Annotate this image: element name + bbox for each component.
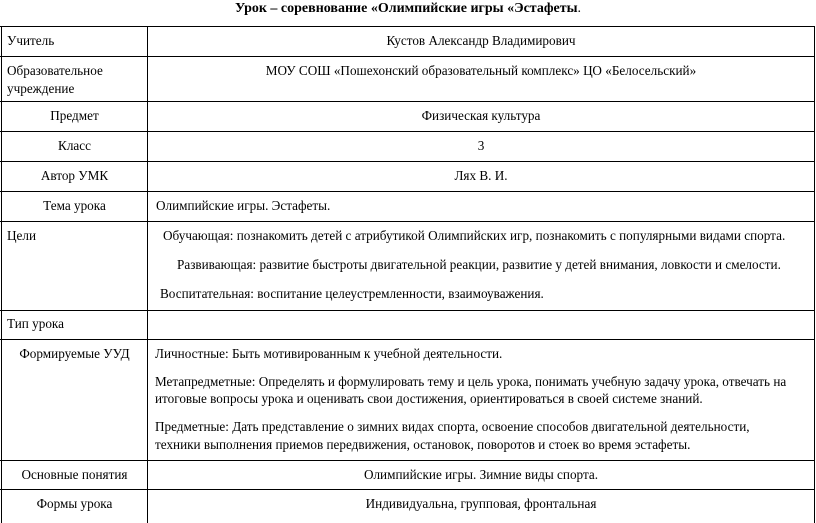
institution-label-line1: Образовательное <box>7 63 103 78</box>
row-divider <box>0 56 814 57</box>
col-divider <box>1 26 2 523</box>
row-divider <box>0 101 814 102</box>
topic-label: Тема урока <box>43 198 106 213</box>
uud-meta-line1: Метапредметные: Определять и формулировать тему и цель урока, понимать учебную задачу урока, отвечать на <box>155 374 787 389</box>
institution-value: МОУ СОШ «Пошехонский образовательный комплекс» ЦО «Белосельский» <box>265 63 697 78</box>
subject-label: Предмет <box>50 108 99 123</box>
title-main: Урок – соревнование «Олимпийские игры «Эстафеты <box>234 1 578 16</box>
author-label: Автор УМК <box>40 168 109 183</box>
uud-subject-line2: техники выполнения приемов передвижения, остановок, поворотов и стоек во время эстафеты. <box>155 437 691 452</box>
goal-developing: Развивающая: развитие быстроты двигательной реакции, развитие у детей внимания, ловкости и смелости. <box>177 257 781 272</box>
uud-subject-line1: Предметные: Дать представление о зимних видах спорта, освоение способов двигательной деятельности, <box>155 419 750 434</box>
concepts-label: Основные понятия <box>21 467 128 482</box>
row-divider <box>0 310 814 311</box>
class-value: 3 <box>477 138 485 153</box>
row-divider <box>0 191 814 192</box>
uud-personal: Личностные: Быть мотивированным к учебной деятельности. <box>155 346 503 361</box>
row-divider <box>0 460 814 461</box>
concepts-value: Олимпийские игры. Зимние виды спорта. <box>363 467 599 482</box>
institution-label-line2: учреждение <box>7 81 75 96</box>
teacher-value: Кустов Александр Владимирович <box>386 33 576 48</box>
author-value: Лях В. И. <box>454 168 508 183</box>
teacher-label: Учитель <box>7 33 55 48</box>
uud-meta-line2: итоговые вопросы урока и оценивать свои достижения, ориентироваться в своей системе знаний. <box>155 391 703 406</box>
title-end: . <box>577 1 582 16</box>
uud-label: Формируемые УУД <box>19 346 130 361</box>
topic-value: Олимпийские игры. Эстафеты. <box>156 198 331 213</box>
goal-teaching: Обучающая: познакомить детей с атрибутикой Олимпийских игр, познакомить с популярными видами спорта. <box>163 228 786 243</box>
goals-label: Цели <box>7 228 37 243</box>
subject-value: Физическая культура <box>421 108 541 123</box>
document-title <box>0 0 816 22</box>
row-divider <box>0 161 814 162</box>
col-divider <box>147 26 148 523</box>
lesson-type-label: Тип урока <box>7 316 64 331</box>
forms-label: Формы урока <box>36 496 113 511</box>
col-divider <box>814 26 815 523</box>
row-divider <box>0 339 814 340</box>
row-divider <box>0 221 814 222</box>
goal-educational: Воспитательная: воспитание целеустремленности, взаимоуважения. <box>160 286 544 301</box>
row-divider <box>0 26 814 27</box>
forms-value: Индивидуальна, групповая, фронтальная <box>365 496 597 511</box>
row-divider <box>0 131 814 132</box>
class-label: Класс <box>58 138 91 153</box>
row-divider <box>0 489 814 490</box>
